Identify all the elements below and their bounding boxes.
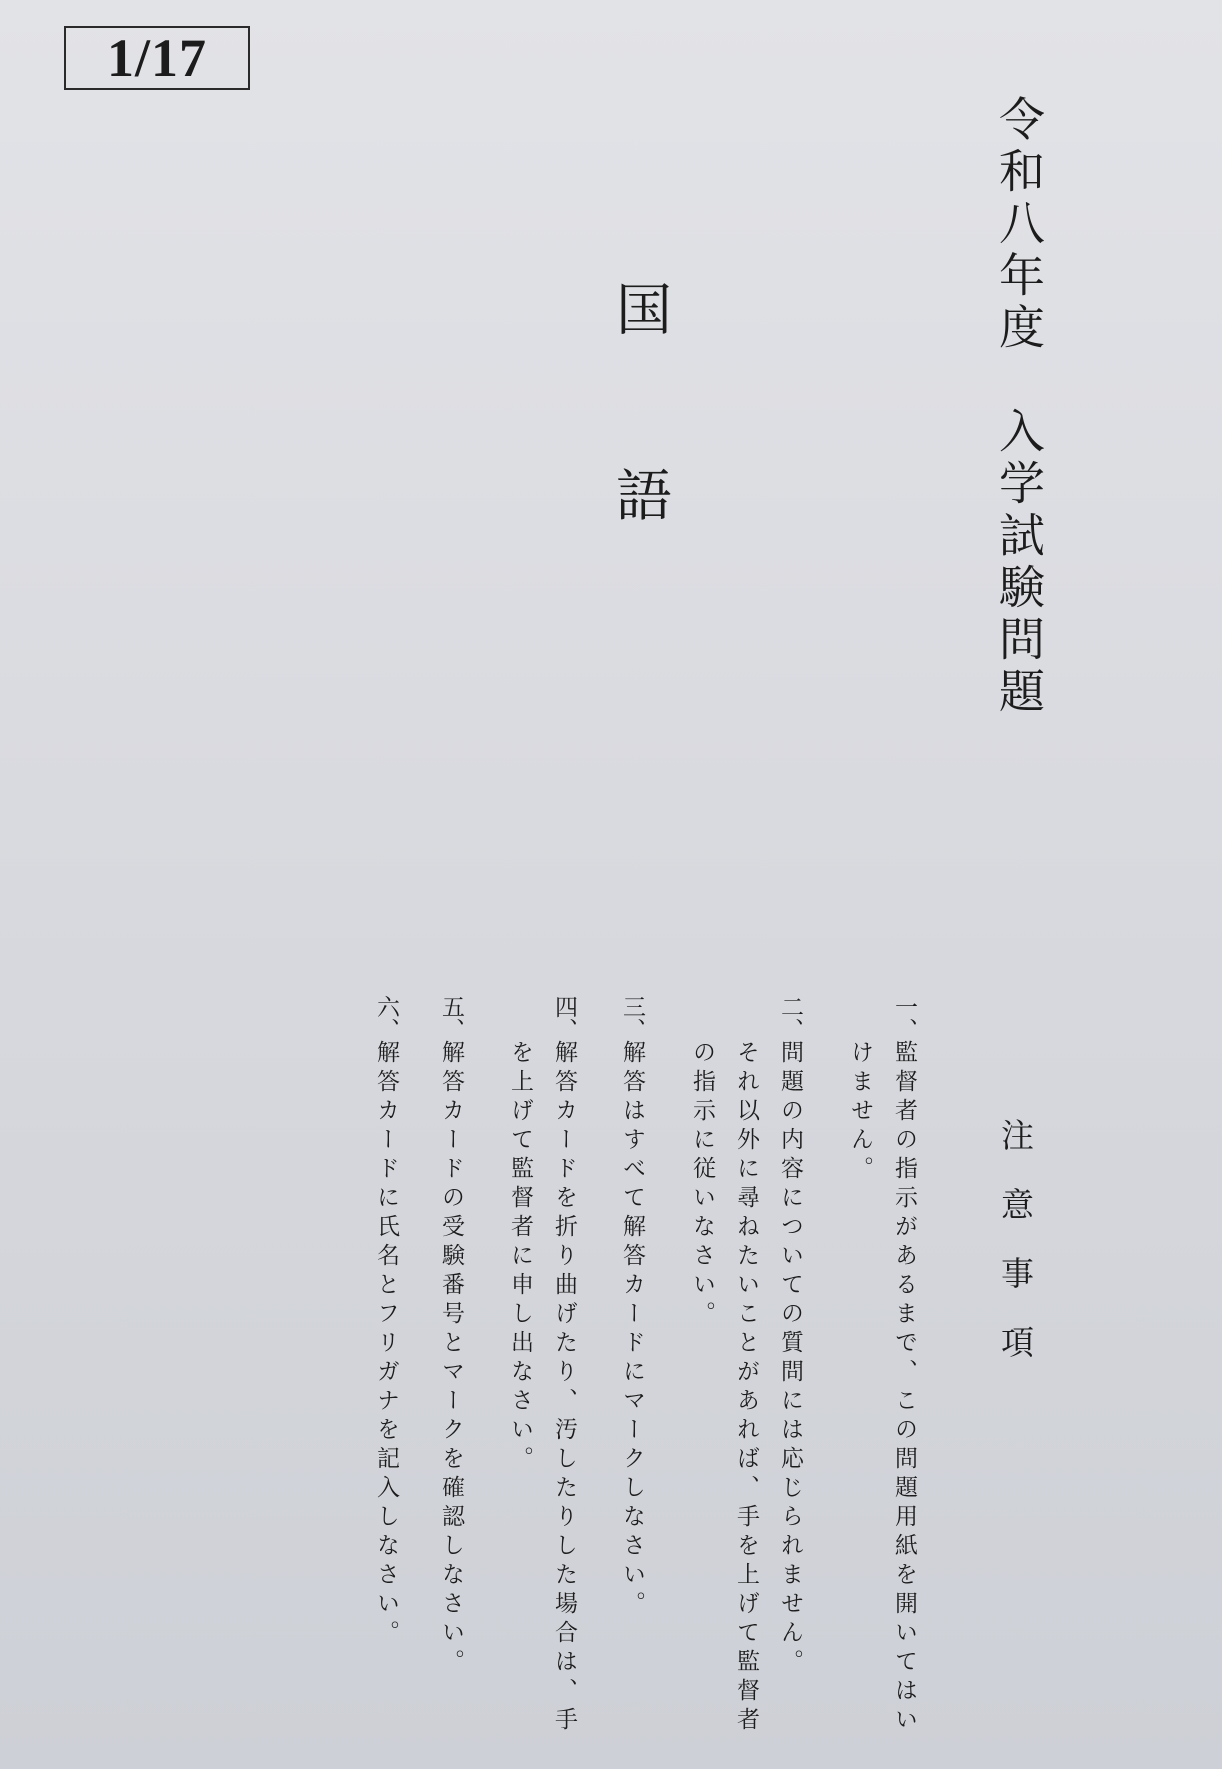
note-line: 解答はすべて解答カードにマークしなさい。 <box>619 1040 645 1620</box>
note-number: 四、 <box>551 995 577 1041</box>
subject-title: 国語 <box>607 280 672 652</box>
note-line: 監督者の指示があるまで、この問題用紙を開いてはい <box>891 1040 917 1736</box>
note-line: それ以外に尋ねたいことがあれば、手を上げて監督者 <box>733 1040 759 1736</box>
exam-title: 令和八年度 入学試験問題 <box>992 95 1046 719</box>
note-number: 一、 <box>891 995 917 1041</box>
note-line: 解答カードの受験番号とマークを確認しなさい。 <box>438 1040 464 1678</box>
page-number-box: 1/17 <box>64 26 250 90</box>
note-number: 六、 <box>373 995 399 1041</box>
note-line: 解答カードを折り曲げたり、汚したりした場合は、手 <box>551 1040 577 1736</box>
note-line: の指示に従いなさい。 <box>689 1040 715 1330</box>
note-number: 二、 <box>777 995 803 1041</box>
note-number: 三、 <box>619 995 645 1041</box>
notes-heading: 注意事項 <box>996 1118 1035 1394</box>
note-line: を上げて監督者に申し出なさい。 <box>507 1040 533 1475</box>
note-line: 問題の内容についての質問には応じられません。 <box>777 1040 803 1678</box>
note-number: 五、 <box>438 995 464 1041</box>
note-line: けません。 <box>847 1040 873 1185</box>
note-line: 解答カードに氏名とフリガナを記入しなさい。 <box>373 1040 399 1649</box>
